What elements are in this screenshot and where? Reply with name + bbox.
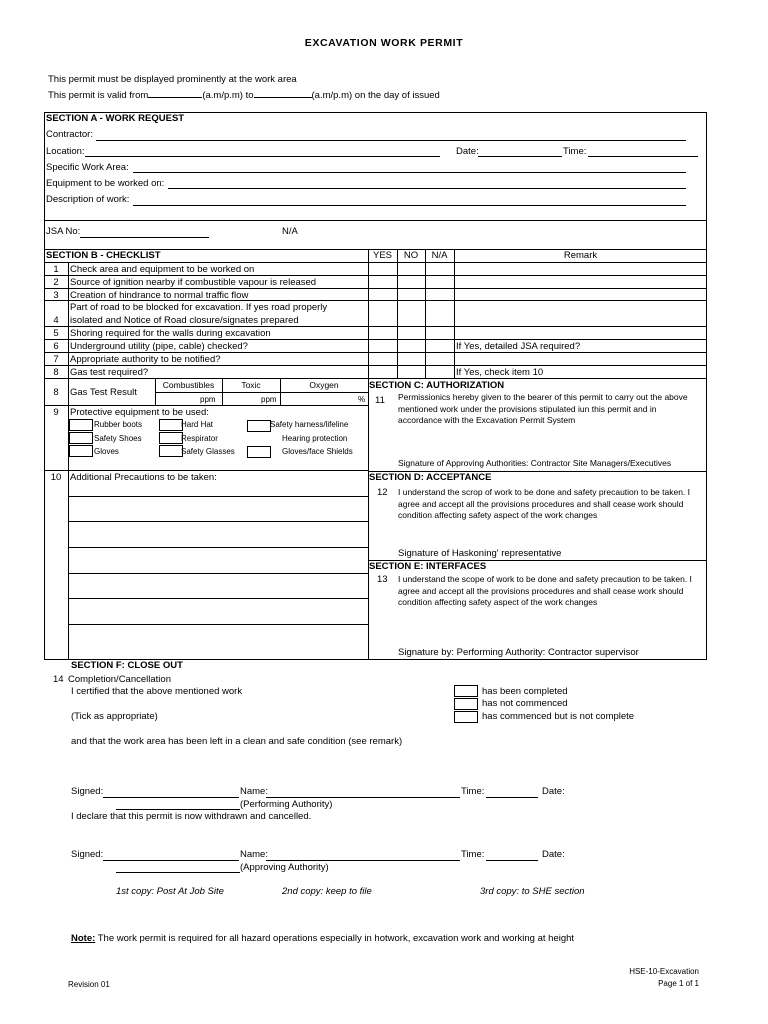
- note: [71, 933, 574, 944]
- divider: [44, 365, 707, 366]
- gas-col-toxic: Toxic: [241, 380, 261, 390]
- divider: [44, 339, 707, 340]
- checkbox-not-complete[interactable]: [454, 711, 478, 723]
- copy-1: 1st copy: Post At Job Site: [116, 886, 224, 897]
- gas-test-label: Gas Test Result: [70, 387, 137, 398]
- section-e-signature: Signature by: Performing Authority: Contractor supervisor: [398, 647, 639, 658]
- date-label: Date:: [456, 146, 479, 157]
- performing-authority-label: (Performing Authority): [240, 799, 333, 810]
- ppe-option: Gloves: [94, 447, 119, 456]
- item-number: 6: [53, 341, 59, 352]
- option-completed: has been completed: [482, 686, 568, 697]
- ppe-option: Rubber boots: [94, 420, 143, 429]
- ppe-option: Hard Hat: [181, 420, 214, 429]
- name-label: Name:: [240, 786, 268, 797]
- copy-3: 3rd copy: to SHE section: [480, 886, 585, 897]
- note-text: The work permit is required for all hazard operations especially in hotwork, excavation work and working at height: [95, 933, 575, 944]
- revision-label: Revision 01: [68, 980, 110, 989]
- divider: [44, 405, 368, 406]
- ppe-option: Safety Shoes: [94, 434, 142, 443]
- checkbox-hearing-protection[interactable]: [247, 446, 271, 458]
- option-not-commenced: has not commenced: [482, 698, 568, 709]
- divider: [44, 470, 368, 471]
- item-remark: If Yes, detailed JSA required?: [456, 341, 581, 352]
- checkbox-not-commenced[interactable]: [454, 698, 478, 710]
- ppe-label: Protective equipment to be used:: [70, 407, 209, 418]
- divider: [397, 249, 398, 378]
- signed-label: Signed:: [71, 849, 104, 860]
- contractor-label: Contractor:: [46, 129, 93, 140]
- ppe-option: Safety harness/lifeline: [270, 420, 349, 429]
- jsa-no-field[interactable]: [80, 237, 209, 238]
- divider: [155, 392, 368, 393]
- checkbox-safety-shoes[interactable]: [69, 432, 93, 444]
- equipment-label: Equipment to be worked on:: [46, 178, 165, 189]
- item-text: Underground utility (pipe, cable) checked?: [70, 341, 248, 352]
- precaution-line[interactable]: [68, 573, 368, 574]
- col-yes: YES: [372, 250, 392, 261]
- contractor-field[interactable]: [96, 140, 686, 141]
- item-number: 8: [53, 387, 59, 398]
- time-field[interactable]: [486, 860, 538, 861]
- approving-authority-label: (Approving Authority): [240, 862, 329, 873]
- precaution-line[interactable]: [68, 496, 368, 497]
- intro-valid-from-label: This permit is valid from: [48, 90, 149, 101]
- section-c-number: 11: [375, 395, 385, 406]
- signed-field-underline: [116, 809, 240, 810]
- item-text: Shoring required for the walls during excavation: [70, 328, 271, 339]
- intro-line-1: This permit must be displayed prominently at the work area: [48, 74, 297, 85]
- ppe-option: Respirator: [181, 434, 218, 443]
- divider: [425, 249, 426, 378]
- section-e-heading: SECTION E: INTERFACES: [369, 561, 487, 572]
- checkbox-gloves[interactable]: [69, 445, 93, 457]
- section-d-signature: Signature of Haskoning' representative: [398, 548, 562, 559]
- ppe-option: Gloves/face Shields: [282, 447, 353, 456]
- divider: [68, 470, 69, 660]
- section-d-text: I understand the scrop of work to be done and safety precaution to be taken. I agree and accept all the provisions procedures and shall cease work should condition affecting safety aspect of the work changes: [398, 487, 691, 520]
- section-c-text: Permissionics hereby given to the bearer of this permit to carry out the above mentioned work under the provisions stipulated iun this permit and in accordance with the Excavation Permit System: [398, 392, 688, 425]
- intro-to-label: (a.m/p.m) to: [202, 90, 254, 101]
- item-text: Part of road to be blocked for excavation. If yes road properly: [70, 302, 328, 313]
- time-label: Time:: [461, 786, 485, 797]
- clean-text: and that the work area has been left in a clean and safe condition (see remark): [71, 736, 403, 747]
- valid-from-field[interactable]: [148, 87, 202, 98]
- col-remark: Remark: [563, 250, 598, 261]
- item-text: Check area and equipment to be worked on: [70, 264, 255, 275]
- ppe-option: Safety Glasses: [181, 447, 235, 456]
- item-text: Gas test required?: [70, 367, 149, 378]
- gas-unit-percent: %: [358, 395, 366, 404]
- copy-2: 2nd copy: keep to file: [282, 886, 372, 897]
- note-label: Note:: [71, 933, 96, 944]
- col-na: N/A: [431, 250, 448, 261]
- item-number: 2: [53, 277, 59, 288]
- divider: [44, 326, 707, 327]
- checkbox-safety-glasses[interactable]: [159, 445, 183, 457]
- name-label: Name:: [240, 849, 268, 860]
- precaution-line[interactable]: [68, 598, 368, 599]
- signed-field[interactable]: [103, 797, 239, 798]
- location-field[interactable]: [85, 156, 440, 157]
- gas-unit-ppm: ppm: [261, 395, 277, 404]
- divider: [44, 275, 707, 276]
- divider: [44, 220, 707, 221]
- precaution-line[interactable]: [68, 624, 368, 625]
- section-e-text: I understand the scope of work to be done and safety precaution to be taken. I agree and accept all the provisions procedures and shall cease work should condition affecting safety aspect of the work changes: [398, 574, 692, 607]
- time-label: Time:: [461, 849, 485, 860]
- item-number: 10: [50, 472, 62, 483]
- page-title: EXCAVATION WORK PERMIT: [304, 37, 464, 49]
- section-d-heading: SECTION D: ACCEPTANCE: [369, 472, 492, 483]
- item-number: 1: [53, 264, 59, 275]
- date-label: Date:: [542, 786, 565, 797]
- description-label: Description of work:: [46, 194, 130, 205]
- section-f-sub: Completion/Cancellation: [68, 674, 171, 685]
- signed-label: Signed:: [71, 786, 104, 797]
- intro-day-label: (a.m/p.m) on the day of issued: [311, 90, 440, 101]
- time-field[interactable]: [486, 797, 538, 798]
- item-number: 9: [53, 407, 59, 418]
- location-label: Location:: [46, 146, 85, 157]
- checkbox-rubber-boots[interactable]: [69, 419, 93, 431]
- divider: [44, 288, 707, 289]
- precaution-line[interactable]: [68, 521, 368, 522]
- signed-field[interactable]: [103, 860, 239, 861]
- item-text: Source of ignition nearby if combustible vapour is released: [70, 277, 317, 288]
- time-field[interactable]: [588, 156, 698, 157]
- section-c-heading: SECTION C: AUTHORIZATION: [369, 380, 505, 391]
- work-area-label: Specific Work Area:: [46, 162, 129, 173]
- time-label: Time:: [563, 146, 587, 157]
- item-text: Appropriate authority to be notified?: [70, 354, 221, 365]
- page-number: Page 1 of 1: [658, 979, 699, 988]
- gas-col-combustibles: Combustibles: [162, 380, 215, 390]
- item-text-continued: isolated and Notice of Road closure/signates prepared: [70, 315, 299, 326]
- declare-text: I declare that this permit is now withdrawn and cancelled.: [71, 811, 312, 822]
- jsa-no-label: JSA No:: [46, 226, 81, 237]
- section-e-number: 13: [377, 574, 388, 585]
- valid-to-field[interactable]: [254, 87, 312, 98]
- col-no: NO: [403, 250, 419, 261]
- section-f-heading: SECTION F: CLOSE OUT: [71, 660, 183, 671]
- checkbox-respirator[interactable]: [159, 432, 183, 444]
- precautions-label: Additional Precautions to be taken:: [70, 472, 217, 483]
- section-c-signature: Signature of Approving Authorities: Contractor Site Managers/Executives: [398, 458, 672, 468]
- divider: [368, 249, 369, 660]
- divider: [44, 262, 707, 263]
- description-field[interactable]: [133, 205, 686, 206]
- document-code: HSE-10-Excavation: [629, 967, 699, 976]
- ppe-option: Hearing protection: [282, 434, 348, 443]
- name-field[interactable]: [266, 860, 460, 861]
- item-number: 8: [53, 367, 59, 378]
- checkbox-completed[interactable]: [454, 685, 478, 697]
- item-number: 5: [53, 328, 59, 339]
- divider: [44, 352, 707, 353]
- item-number: 3: [53, 290, 59, 301]
- date-label: Date:: [542, 849, 565, 860]
- name-field[interactable]: [266, 797, 460, 798]
- section-a-heading: SECTION A - WORK REQUEST: [46, 113, 185, 124]
- divider: [454, 249, 455, 378]
- signed-field-underline: [116, 872, 240, 873]
- item-text: Creation of hindrance to normal traffic flow: [70, 290, 249, 301]
- option-not-complete: has commenced but is not complete: [482, 711, 635, 722]
- jsa-na-text: N/A: [282, 226, 298, 237]
- divider: [44, 378, 707, 379]
- certified-text: I certified that the above mentioned work: [71, 686, 243, 697]
- work-area-field[interactable]: [133, 172, 686, 173]
- precaution-line[interactable]: [68, 547, 368, 548]
- checkbox-hard-hat[interactable]: [159, 419, 183, 431]
- gas-unit-ppm: ppm: [200, 395, 216, 404]
- item-number: 7: [53, 354, 59, 365]
- date-field[interactable]: [478, 156, 562, 157]
- equipment-field[interactable]: [168, 188, 686, 189]
- checkbox-safety-harness[interactable]: [247, 420, 271, 432]
- item-remark: If Yes, check item 10: [456, 367, 544, 378]
- section-d-number: 12: [377, 487, 388, 498]
- tick-text: (Tick as appropriate): [71, 711, 158, 722]
- gas-col-oxygen: Oxygen: [309, 380, 339, 390]
- section-f-number: 14: [53, 674, 64, 685]
- item-number: 4: [53, 315, 59, 326]
- section-b-heading: SECTION B - CHECKLIST: [46, 250, 161, 261]
- intro-line-2: [48, 87, 440, 101]
